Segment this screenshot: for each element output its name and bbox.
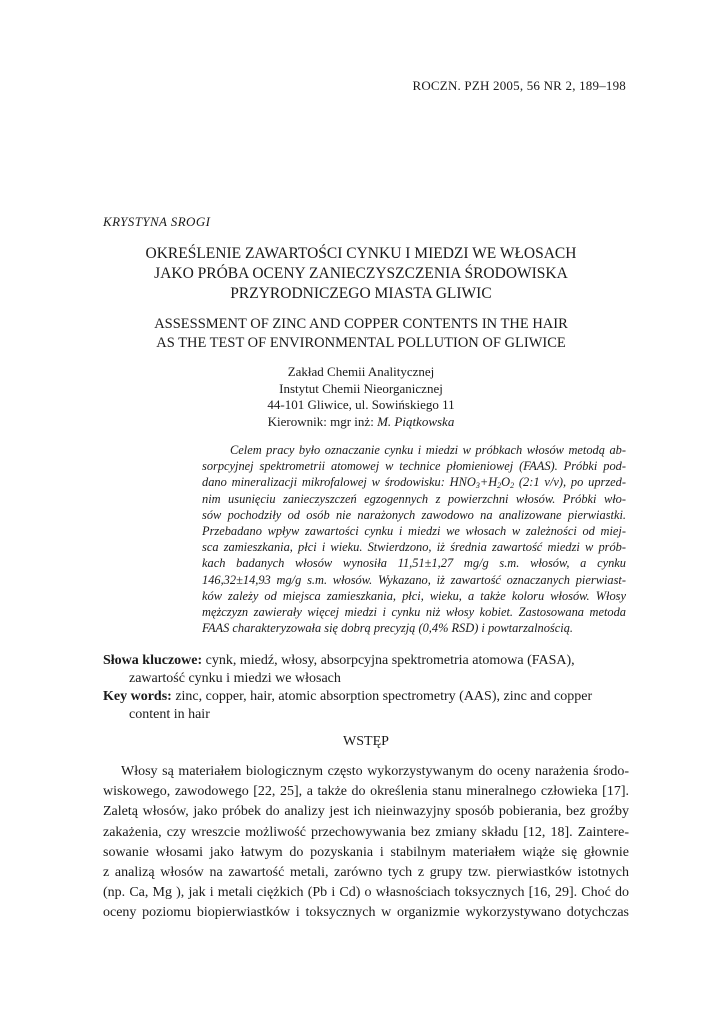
keywords-en-label: Key words: [103,689,172,704]
title-pl-line: JAKO PRÓBA OCENY ZANIECZYSZCZENIA ŚRODOWISKA [154,265,568,282]
abstract [202,442,626,636]
title-polish [90,244,632,304]
abstract-line: sów pochodziły od osób nie narażonych zawodowo na analizowane pierwiastki. [202,507,626,522]
abstract-line [202,474,626,490]
body-line: oceny poziomu biopierwiastków i toksycznych w organizmie wykorzystywano dotychczas [103,905,629,921]
abstract-line: 146,32±14,93 mg/g s.m. włosów. Wykazano, iż zawartość oznaczanych pierwiast- [202,572,626,587]
title-en-line: ASSESSMENT OF ZINC AND COPPER CONTENTS IN THE HAIR [154,316,568,332]
abstract-text: (2:1 v/v), po uprzed- [514,475,626,490]
abstract-text: dano mineralizacji mikrofalowej w środowisku: HNO [202,475,476,490]
abstract-text: O [501,475,511,490]
affiliation-institute: Instytut Chemii Nieorganicznej [279,380,443,396]
subscript: 2 [510,481,515,491]
abstract-line: nim usunięciu zanieczyszczeń egzogennych z powierzchni włosów. Próbki wło- [202,491,626,506]
keywords-en-continuation: content in hair [129,706,210,722]
abstract-line: Przebadano wpływ zawartości cynku i miedzi we włosach w zależności od miej- [202,523,626,538]
title-pl-line: PRZYRODNICZEGO MIASTA GLIWIC [230,285,492,302]
keywords-english [103,688,629,723]
body-line: (np. Ca, Mg ), jak i metali ciężkich (Pb i Cd) o własnościach toksycznych [16, 29]. Choć do [103,885,629,901]
abstract-line: kach badanych włosów wynosiła 11,51±1,27 mg/g s.m. włosów, a cynku [202,556,626,571]
title-pl-line: OKREŚLENIE ZAWARTOŚCI CYNKU I MIEDZI WE WŁOSACH [145,245,577,262]
abstract-line: ków zależy od miejsca zamieszkania, płci, wieku, a także koloru włosów. Włosy [202,588,626,603]
affiliation-head [110,414,612,431]
keywords-pl-label: Słowa kluczowe: [103,653,203,668]
affiliation-head-label: Kierownik: mgr inż: [267,413,374,429]
keywords-en-text: zinc, copper, hair, atomic absorption spectrometry (AAS), zinc and copper [171,689,593,704]
body-line: Włosy są materiałem biologicznym często wykorzystywanym do oceny narażenia środo- [121,764,629,779]
body-line: Zaletą włosów, jako próbek do analizy jest ich nieinwazyjny sposób pobierania, bez groźby [103,804,629,820]
title-en-line: AS THE TEST OF ENVIRONMENTAL POLLUTION OF GLIWICE [156,335,566,351]
abstract-text: +H [479,475,498,490]
journal-reference: ROCZN. PZH 2005, 56 NR 2, 189–198 [412,78,626,93]
body-line: z analizą włosów na zawartość metali, zarówno tych z grupy tzw. pierwiastków istotnych [103,864,629,880]
affiliation-address: 44-101 Gliwice, ul. Sowińskiego 11 [267,397,455,412]
keywords-pl-text: cynk, miedź, włosy, absorpcyjna spektrometria atomowa (FASA), [202,653,575,668]
author-name: KRYSTYNA SROGI [103,214,211,229]
introduction-paragraph [103,762,629,924]
subscript: 3 [475,481,480,491]
affiliation-head-name: M. Piątkowska [377,413,455,429]
title-english [90,315,632,353]
body-line: zakażenia, czy wreszcie możliwość przechowywania bez zmiany składu [12, 18]. Zaintere- [103,824,629,840]
abstract-line: Celem pracy było oznaczanie cynku i miedzi w próbkach włosów metodą ab- [230,443,626,457]
affiliation-dept: Zakład Chemii Analitycznej [287,364,435,379]
keywords-pl-continuation: zawartość cynku i miedzi we włosach [129,670,341,686]
subscript: 2 [497,481,502,491]
abstract-line: FAAS charakteryzowała się dobrą precyzją (0,4% RSD) i powtarzalnością. [202,621,573,636]
body-line: sowanie włosami jako łatwym do pozyskania i stabilnym materiałem wiąże się głownie [103,844,629,860]
abstract-line: mężczyzn zawierały więcej miedzi i cynku niż włosy kobiet. Zastosowana metoda [202,604,626,619]
body-line: wiskowego, zawodowego [22, 25], a także do określenia stanu mineralnego człowieka [17]. [103,784,629,800]
abstract-line: sorpcyjnej spektrometrii atomowej w technice płomieniowej (FAAS). Próbki pod- [202,459,626,474]
affiliation [110,364,612,430]
keywords-polish [103,652,629,687]
abstract-line: sca zamieszkania, płci i wieku. Stwierdzono, iż średnia zawartość miedzi w prób- [202,540,626,555]
section-heading: WSTĘP [343,734,389,749]
